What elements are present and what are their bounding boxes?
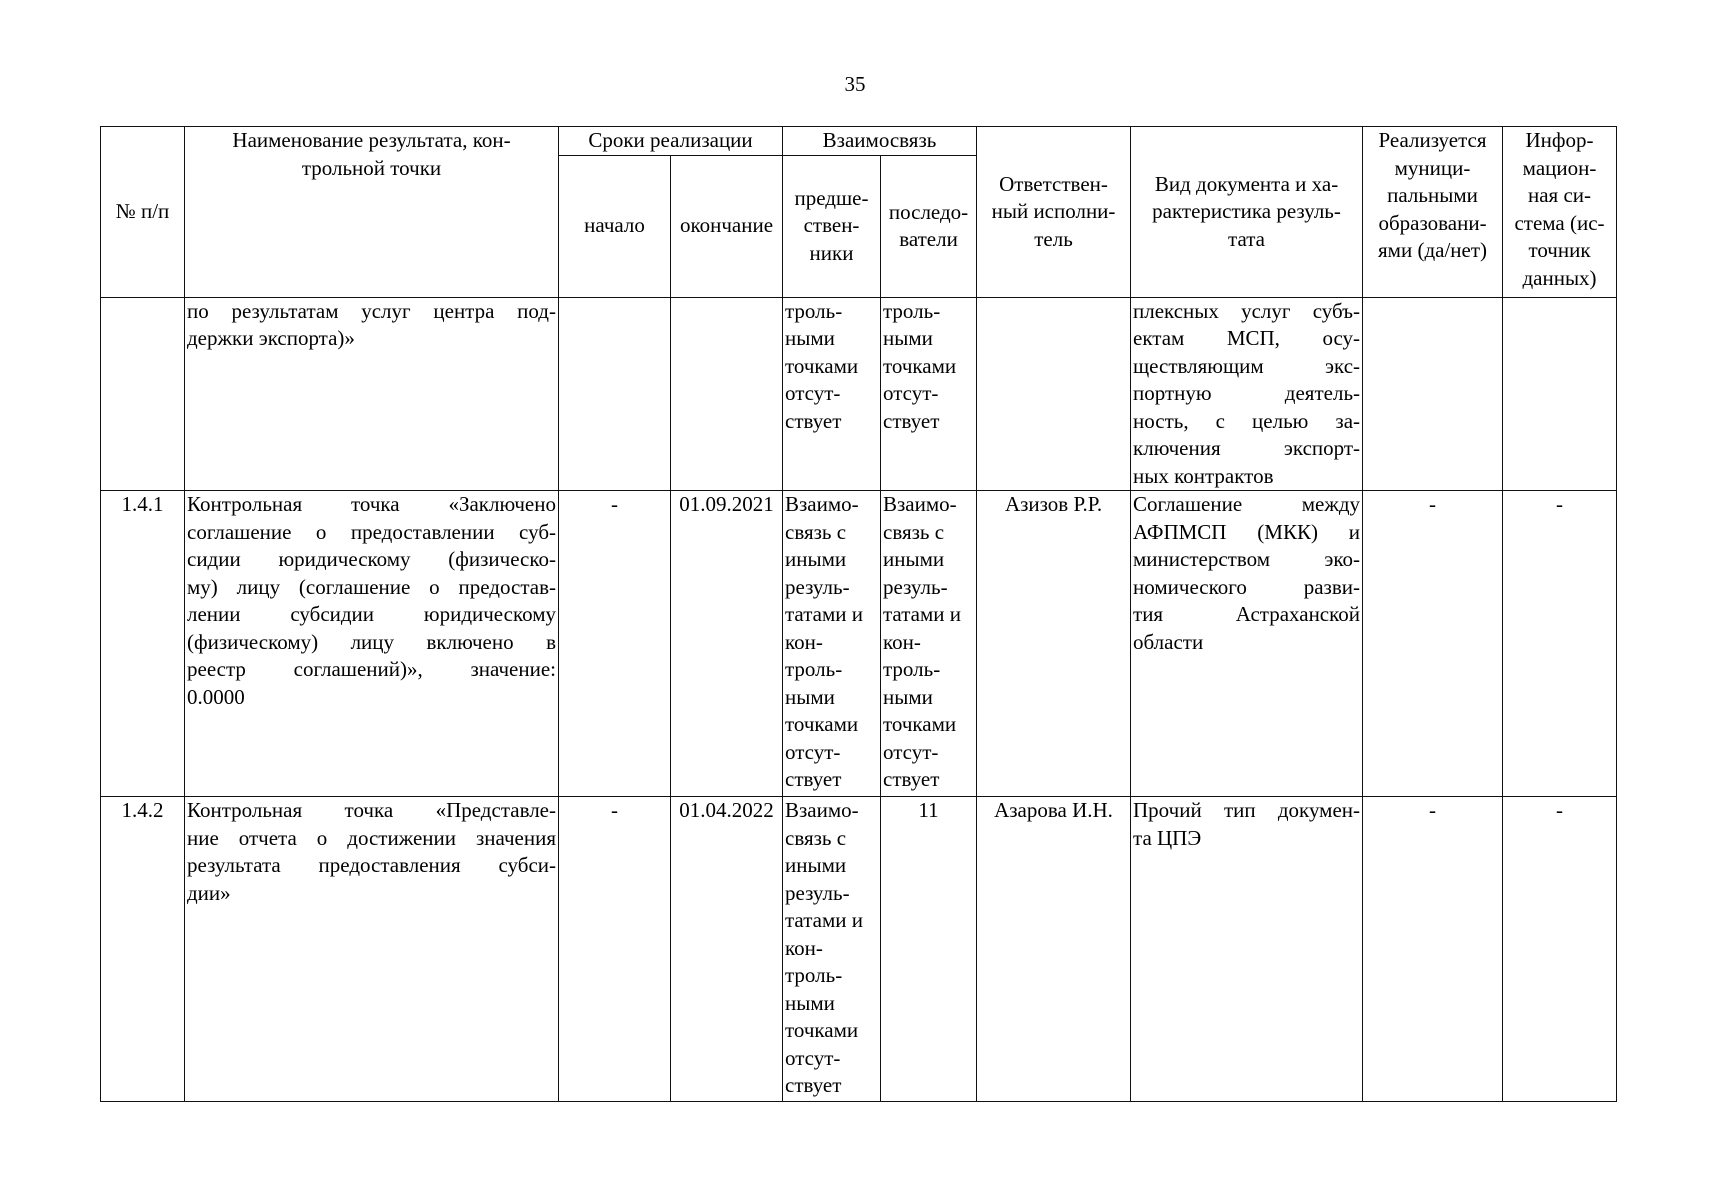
row-successors: Взаимо- связь с иными резуль- татами и кон- троль- ными точками отсут- ствует	[881, 491, 977, 797]
row-num: 1.4.1	[101, 491, 185, 797]
header-municipal: Реализуется муници- пальными образовани- ями (да/нет)	[1363, 127, 1503, 298]
row-predecessors: троль- ными точками отсут- ствует	[783, 297, 881, 491]
header-terms: Сроки реализации	[559, 127, 783, 156]
row-end	[671, 297, 783, 491]
row-successors: троль- ными точками отсут- ствует	[881, 297, 977, 491]
row-doc-type: плексных услуг субъ- ектам МСП, осу- ществляющим экс- портную деятель- ность, с целью за- ключения экспорт- ных контрактов	[1131, 297, 1363, 491]
row-start: -	[559, 797, 671, 1102]
row-responsible: Азарова И.Н.	[977, 797, 1131, 1102]
header-num: № п/п	[101, 127, 185, 298]
row-name: по результатам услуг центра под- держки экспорта)»	[185, 297, 559, 491]
row-responsible: Азизов Р.Р.	[977, 491, 1131, 797]
row-municipal: -	[1363, 797, 1503, 1102]
header-start: начало	[559, 155, 671, 297]
row-doc-type: Прочий тип докумен- та ЦПЭ	[1131, 797, 1363, 1102]
row-num: 1.4.2	[101, 797, 185, 1102]
row-municipal	[1363, 297, 1503, 491]
row-successors: 11	[881, 797, 977, 1102]
header-doc-type: Вид документа и ха- рактеристика резуль- тата	[1131, 127, 1363, 298]
row-info-system: -	[1503, 491, 1617, 797]
row-municipal: -	[1363, 491, 1503, 797]
row-doc-type: Соглашение между АФПМСП (МКК) и министерством эко- номического разви- тия Астраханской области	[1131, 491, 1363, 797]
row-info-system	[1503, 297, 1617, 491]
header-info-system: Инфор- мацион- ная си- стема (ис- точник данных)	[1503, 127, 1617, 298]
row-name: Контрольная точка «Представле- ние отчета о достижении значения результата предоставления субси- дии»	[185, 797, 559, 1102]
header-name: Наименование результата, кон- трольной точки	[185, 127, 559, 298]
row-end: 01.09.2021	[671, 491, 783, 797]
row-info-system: -	[1503, 797, 1617, 1102]
table-row	[101, 297, 1617, 491]
row-responsible	[977, 297, 1131, 491]
page-number: 35	[844, 72, 866, 96]
table-row	[101, 797, 1617, 1102]
row-name: Контрольная точка «Заключено соглашение о предоставлении суб- сидии юридическому (физическо- му) лицу (соглашение о предостав- лении субсидии юридическому (физическому) лицу включено в реестр соглашений)», значение: 0.0000	[185, 491, 559, 797]
header-responsible: Ответствен- ный исполни- тель	[977, 127, 1131, 298]
implementation-plan-table	[100, 126, 1617, 1102]
row-predecessors: Взаимо- связь с иными резуль- татами и кон- троль- ными точками отсут- ствует	[783, 797, 881, 1102]
row-end: 01.04.2022	[671, 797, 783, 1102]
header-end: окончание	[671, 155, 783, 297]
header-predecessors: предше- ствен- ники	[783, 155, 881, 297]
row-start	[559, 297, 671, 491]
row-predecessors: Взаимо- связь с иными резуль- татами и кон- троль- ными точками отсут- ствует	[783, 491, 881, 797]
header-successors: последо- ватели	[881, 155, 977, 297]
row-start: -	[559, 491, 671, 797]
table-header	[101, 127, 1617, 298]
table-row	[101, 491, 1617, 797]
header-relation: Взаимосвязь	[783, 127, 977, 156]
row-num	[101, 297, 185, 491]
